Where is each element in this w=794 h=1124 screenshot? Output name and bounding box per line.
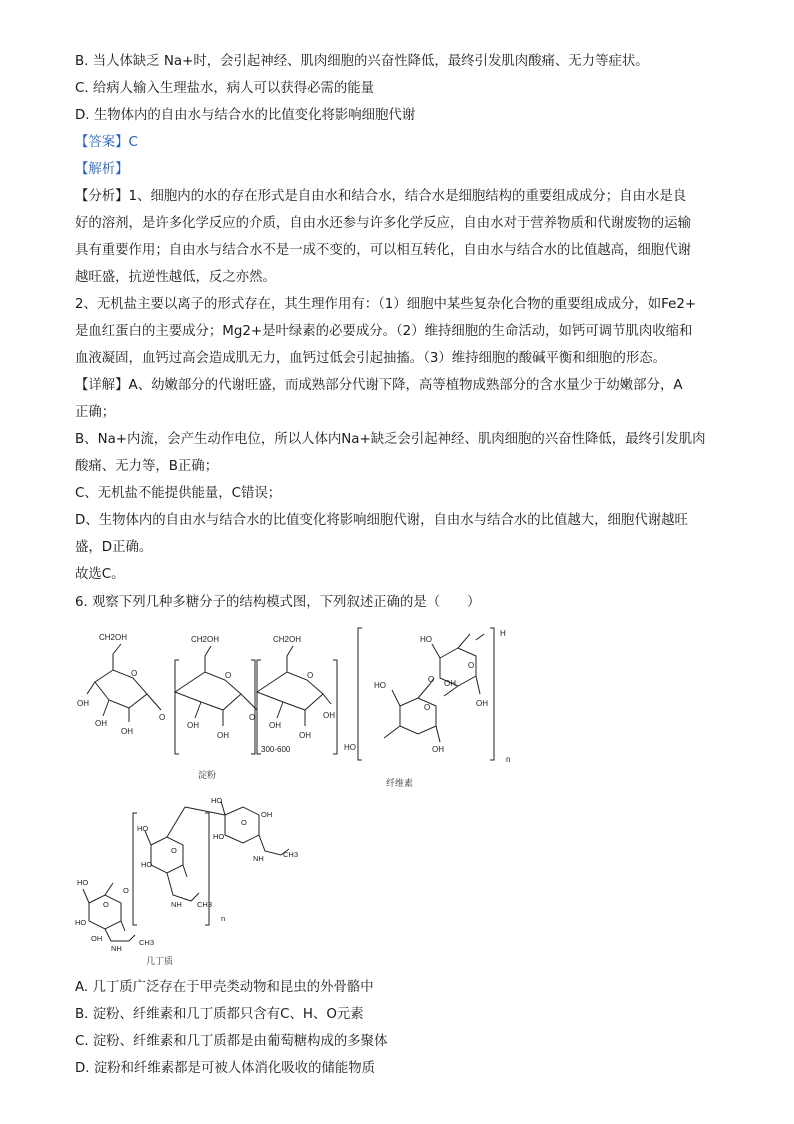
- starch-oh-5: OH: [269, 721, 281, 730]
- starch-oh-3: OH: [187, 721, 199, 730]
- detail-line-2: 正确；: [75, 405, 116, 420]
- cellulose-o-2: O: [428, 675, 435, 684]
- analysis-line-3: 具有重要作用；自由水与结合水不是一成不变的，可以相互转化，自由水与结合水的比值越高，细胞代谢: [75, 243, 691, 258]
- starch-ch2oh-1: CH2OH: [99, 633, 128, 642]
- starch-oh-6: OH: [299, 731, 311, 740]
- cellulose-h: H: [500, 629, 506, 638]
- starch-o-link-2: O: [249, 713, 256, 722]
- starch-oh-1: OH: [95, 719, 107, 728]
- cellulose-ho-3: HO: [344, 743, 356, 752]
- analysis-line-5: 2、无机盐主要以离子的形式存在，其生理作用有：（1）细胞中某些复杂化合物的重要组成成分，如Fe2+: [75, 297, 697, 312]
- chitin-ho-3: HO: [137, 824, 149, 833]
- chitin-ho-6: HO: [213, 832, 225, 841]
- cellulose-o-1: O: [468, 661, 475, 670]
- option-c-line: C. 给病人输入生理盐水，病人可以获得必需的能量: [75, 81, 375, 96]
- chitin-o-2: O: [171, 846, 177, 855]
- detail-line-3: B、Na+内流，会产生动作电位，所以人体内Na+缺乏会引起神经、肌肉细胞的兴奋性降低，最终引发肌肉: [75, 432, 706, 447]
- starch-repeat-label: 300-600: [261, 745, 291, 754]
- analysis-line-4: 越旺盛，抗逆性越低，反之亦然。: [75, 270, 276, 285]
- starch-ch2oh-2: CH2OH: [191, 635, 220, 644]
- cellulose-o-3: O: [424, 703, 431, 712]
- chitin-o-1: O: [103, 900, 109, 909]
- option-c: C. 淀粉、纤维素和几丁质都是由葡萄糖构成的多聚体: [75, 1034, 388, 1049]
- starch-ch2oh-3: CH2OH: [273, 635, 302, 644]
- chitin-structure-figure: [75, 795, 315, 960]
- cellulose-caption: 纤维素: [386, 779, 414, 789]
- detail-line-7: 盛，D正确。: [75, 540, 153, 555]
- starch-o-2: O: [225, 671, 232, 680]
- detail-line-6: D、生物体内的自由水与结合水的比值变化将影响细胞代谢，自由水与结合水的比值越大，细胞代谢越旺: [75, 513, 688, 528]
- option-d: D. 淀粉和纤维素都是可被人体消化吸收的储能物质: [75, 1061, 376, 1076]
- cellulose-n: n: [506, 755, 511, 764]
- chitin-oh-2: OH: [261, 810, 273, 819]
- detail-line-8: 故选C。: [75, 567, 125, 582]
- option-b: B. 淀粉、纤维素和几丁质都只含有C、H、O元素: [75, 1007, 364, 1022]
- chitin-ho-1: HO: [77, 878, 89, 887]
- starch-caption: 淀粉: [198, 771, 217, 781]
- chitin-ho-5: HO: [211, 796, 223, 805]
- analysis-line-6: 是血红蛋白的主要成分；Mg2+是叶绿素的必要成分。（2）维持细胞的生命活动，如钙可调节肌肉收缩和: [75, 324, 693, 339]
- cellulose-oh-1: OH: [476, 699, 488, 708]
- chitin-n: n: [221, 914, 226, 923]
- chitin-nh-3: NH: [253, 854, 264, 863]
- cellulose-ho-2: HO: [374, 681, 386, 690]
- analysis-line-1: 【分析】1、细胞内的水的存在形式是自由水和结合水，结合水是细胞结构的重要组成成分；自由水是良: [75, 189, 687, 204]
- analysis-line-7: 血液凝固，血钙过高会造成肌无力，血钙过低会引起抽搐。（3）维持细胞的酸碱平衡和细胞的形态。: [75, 351, 667, 366]
- cellulose-structure-figure: [340, 622, 530, 772]
- detail-line-5: C、无机盐不能提供能量，C错误；: [75, 486, 282, 501]
- starch-o-1: O: [131, 669, 138, 678]
- analysis-heading: 【解析】: [75, 162, 129, 177]
- answer-line: 【答案】C: [75, 135, 138, 150]
- cellulose-oh-2: OH: [444, 679, 456, 688]
- chitin-ch3-2: CH3: [197, 900, 213, 909]
- cellulose-ho-1: HO: [420, 635, 432, 644]
- option-b-line: B. 当人体缺乏 Na+时，会引起神经、肌肉细胞的兴奋性降低，最终引发肌肉酸痛、无力等症状。: [75, 54, 649, 69]
- chitin-o-link: O: [123, 886, 129, 895]
- detail-line-4: 酸痛、无力等，B正确；: [75, 459, 219, 474]
- chitin-ch3-3: CH3: [283, 850, 299, 859]
- option-d-line: D. 生物体内的自由水与结合水的比值变化将影响细胞代谢: [75, 108, 416, 123]
- starch-structure-figure: [75, 622, 345, 782]
- starch-oh-4: OH: [217, 731, 229, 740]
- question-6-stem: 6. 观察下列几种多糖分子的结构模式图，下列叙述正确的是（ ）: [75, 595, 481, 610]
- chitin-nh-2: NH: [171, 900, 182, 909]
- detail-line-1: 【详解】A、幼嫩部分的代谢旺盛，而成熟部分代谢下降，高等植物成熟部分的含水量少于幼嫩部分，A: [75, 378, 683, 393]
- chitin-nh-1: NH: [111, 944, 122, 953]
- chitin-ch3-1: CH3: [139, 938, 155, 947]
- starch-oh-2: OH: [121, 727, 133, 736]
- chitin-ho-2: HO: [75, 918, 87, 927]
- starch-o-3: O: [307, 671, 314, 680]
- chitin-caption: 几丁质: [146, 957, 174, 967]
- chitin-ho-4: HO: [141, 860, 153, 869]
- option-a: A. 几丁质广泛存在于甲壳类动物和昆虫的外骨骼中: [75, 980, 374, 995]
- cellulose-oh-3: OH: [432, 745, 444, 754]
- analysis-line-2: 好的溶剂，是许多化学反应的介质，自由水还参与许多化学反应，自由水对于营养物质和代谢废物的运输: [75, 216, 691, 231]
- chitin-o-3: O: [241, 818, 247, 827]
- chitin-oh-1: OH: [91, 934, 103, 943]
- starch-ho-1: OH: [77, 699, 89, 708]
- starch-oh-7: OH: [323, 711, 335, 720]
- starch-o-link-1: O: [159, 713, 166, 722]
